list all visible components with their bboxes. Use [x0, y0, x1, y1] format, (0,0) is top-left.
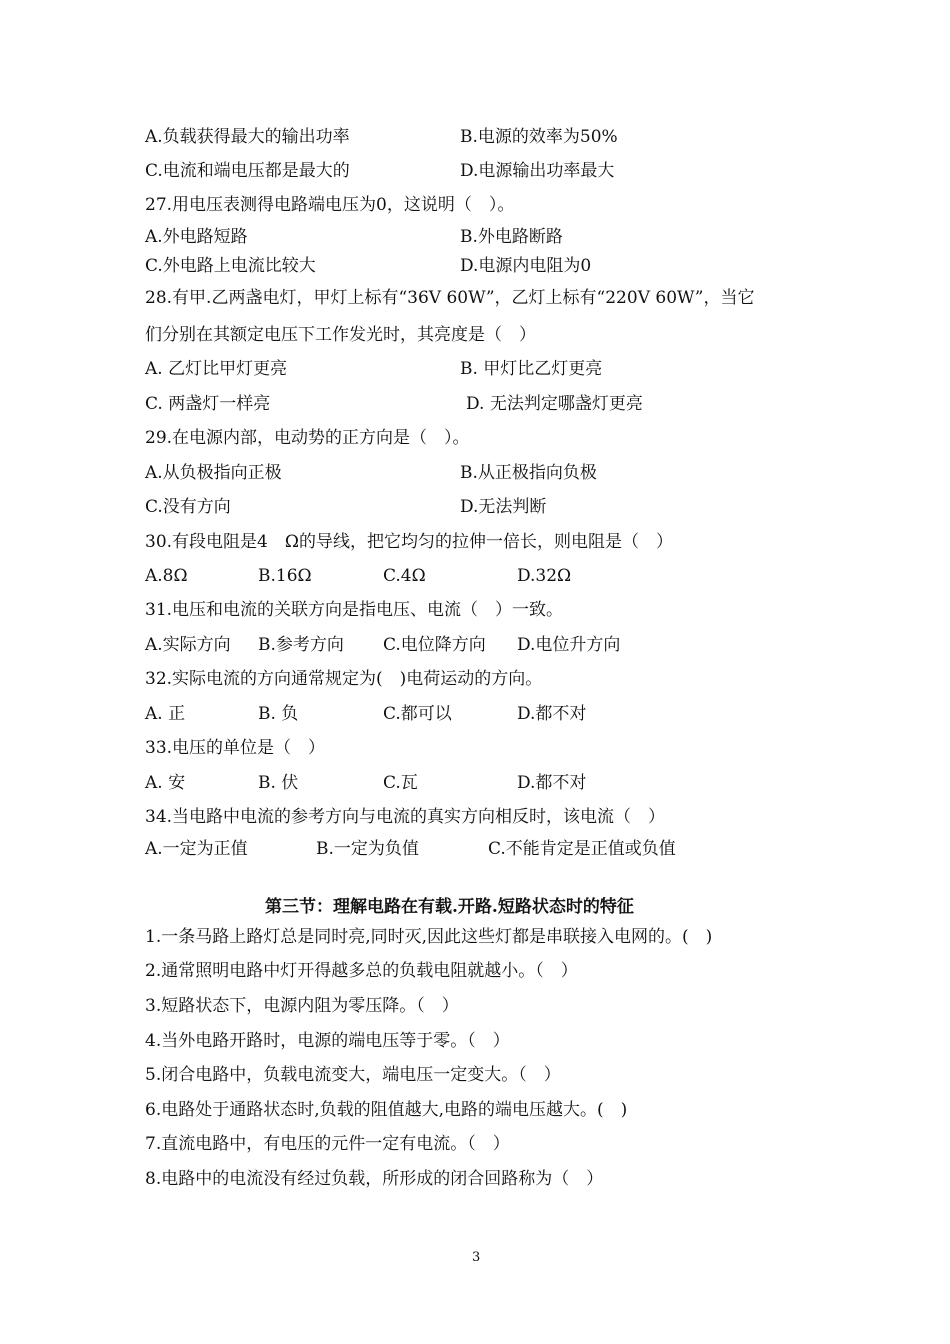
q28-option-c: C. 两盏灯一样亮 — [145, 394, 271, 414]
q27-option-d: D.电源内电阻为0 — [460, 256, 592, 276]
q28-option-a: A. 乙灯比甲灯更亮 — [145, 359, 288, 379]
q31-option-a: A.实际方向 — [145, 635, 231, 655]
q28-question-line2: 们分别在其额定电压下工作发光时，其亮度是（ ） — [145, 325, 536, 345]
q31-option-d: D.电位升方向 — [517, 635, 621, 655]
q33-question: 33.电压的单位是（ ） — [145, 738, 326, 758]
q31-option-b: B.参考方向 — [258, 635, 344, 655]
q30-option-d: D.32Ω — [517, 566, 572, 586]
q33-option-b: B. 伏 — [258, 773, 299, 793]
q34-option-a: A.一定为正值 — [145, 839, 248, 859]
q27-option-c: C.外电路上电流比较大 — [145, 256, 316, 276]
q28-question-line1: 28.有甲.乙两盏电灯，甲灯上标有“36V 60W”，乙灯上标有“220V 60W”，当它 — [145, 288, 755, 308]
q33-option-c: C.瓦 — [383, 773, 418, 793]
section-heading: 第三节：理解电路在有载.开路.短路状态时的特征 — [265, 897, 634, 917]
q34-question: 34.当电路中电流的参考方向与电流的真实方向相反时，该电流（ ） — [145, 807, 666, 827]
section3-item-1: 1.一条马路上路灯总是同时亮,同时灭,因此这些灯都是串联接入电网的。( ) — [145, 927, 713, 947]
q32-option-d: D.都不对 — [517, 704, 587, 724]
section3-item-5: 5.闭合电路中，负载电流变大，端电压一定变大。（ ） — [145, 1065, 561, 1085]
q34-option-b: B.一定为负值 — [316, 839, 419, 859]
section3-item-8: 8.电路中的电流没有经过负载，所形成的闭合回路称为（ ） — [145, 1169, 604, 1189]
q27-option-b: B.外电路断路 — [460, 227, 563, 247]
q30-question: 30.有段电阻是4 Ω的导线，把它均匀的拉伸一倍长，则电阻是（ ） — [145, 532, 673, 552]
section3-item-3: 3.短路状态下，电源内阻为零压降。（ ） — [145, 996, 459, 1016]
q29-option-c: C.没有方向 — [145, 497, 231, 517]
section3-item-4: 4.当外电路开路时，电源的端电压等于零。（ ） — [145, 1031, 510, 1051]
q26-option-d: D.电源输出功率最大 — [460, 161, 615, 181]
q31-option-c: C.电位降方向 — [383, 635, 486, 655]
section3-item-6: 6.电路处于通路状态时,负载的阻值越大,电路的端电压越大。( ) — [145, 1100, 628, 1120]
q28-option-b: B. 甲灯比乙灯更亮 — [460, 359, 603, 379]
q30-option-c: C.4Ω — [383, 566, 426, 586]
q33-option-a: A. 安 — [145, 773, 186, 793]
q30-option-b: B.16Ω — [258, 566, 312, 586]
section3-item-7: 7.直流电路中，有电压的元件一定有电流。（ ） — [145, 1134, 510, 1154]
q32-option-b: B. 负 — [258, 704, 299, 724]
q29-question: 29.在电源内部，电动势的正方向是（ ）。 — [145, 428, 470, 448]
q29-option-a: A.从负极指向正极 — [145, 463, 282, 483]
q26-option-c: C.电流和端电压都是最大的 — [145, 161, 350, 181]
section3-item-2: 2.通常照明电路中灯开得越多总的负载电阻就越小。（ ） — [145, 961, 578, 981]
q31-question: 31.电压和电流的关联方向是指电压、电流（ ）一致。 — [145, 600, 564, 620]
q32-question: 32.实际电流的方向通常规定为( )电荷运动的方向。 — [145, 669, 543, 689]
q32-option-c: C.都可以 — [383, 704, 452, 724]
q30-option-a: A.8Ω — [145, 566, 188, 586]
q32-option-a: A. 正 — [145, 704, 186, 724]
q29-option-b: B.从正极指向负极 — [460, 463, 597, 483]
q33-option-d: D.都不对 — [517, 773, 587, 793]
q26-option-b: B.电源的效率为50% — [460, 127, 618, 147]
q27-option-a: A.外电路短路 — [145, 227, 248, 247]
q34-option-c: C.不能肯定是正值或负值 — [488, 839, 676, 859]
q28-option-d: D. 无法判定哪盏灯更亮 — [466, 394, 643, 414]
q27-question: 27.用电压表测得电路端电压为0，这说明（ ）。 — [145, 195, 515, 215]
q26-option-a: A.负载获得最大的输出功率 — [145, 127, 350, 147]
q29-option-d: D.无法判断 — [460, 497, 547, 517]
page-number: 3 — [472, 1250, 481, 1265]
